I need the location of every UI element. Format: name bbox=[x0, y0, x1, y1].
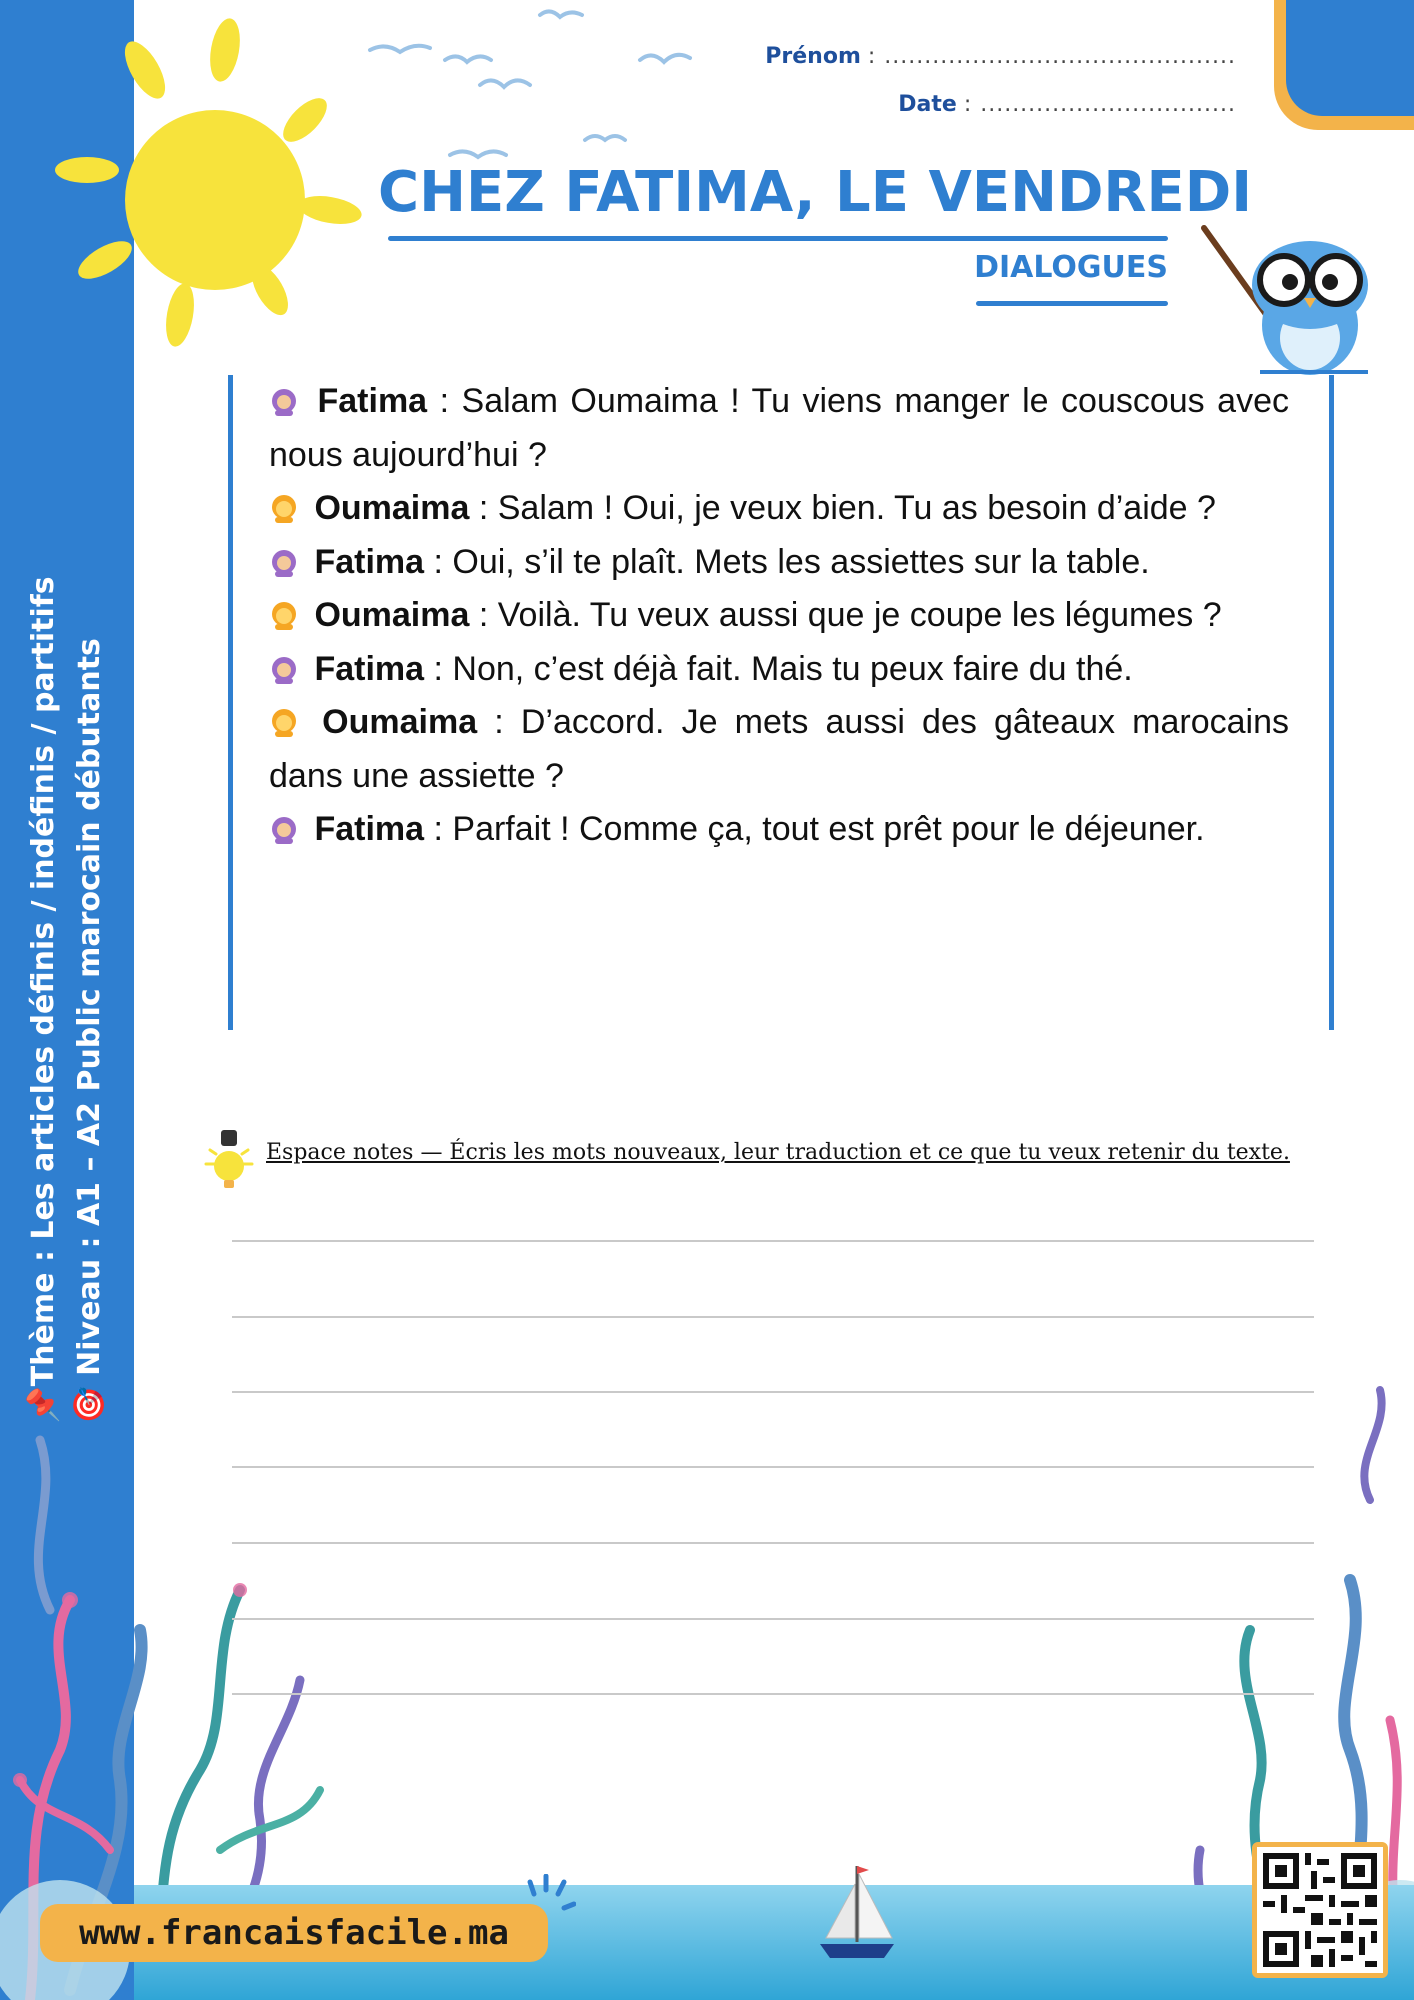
prenom-dots: : ............................................ bbox=[867, 44, 1236, 69]
owl-teacher-illustration bbox=[1200, 220, 1386, 380]
dialogue-text bbox=[269, 375, 1289, 857]
woman-headscarf-icon bbox=[269, 547, 299, 577]
dialogue-line bbox=[269, 375, 1289, 482]
speaker-name: Oumaima bbox=[314, 596, 470, 634]
dialogue-line-text: : D’accord. Je mets aussi des gâteaux marocains dans une assiette ? bbox=[269, 703, 1289, 795]
woman-headscarf-icon bbox=[269, 814, 299, 844]
note-line[interactable] bbox=[232, 1466, 1314, 1468]
corner-tab-inner bbox=[1286, 0, 1414, 116]
dialogue-line-text: : Salam ! Oui, je veux bien. Tu as besoin d’aide ? bbox=[469, 489, 1216, 527]
girl-icon bbox=[269, 493, 299, 523]
girl-icon bbox=[269, 707, 299, 737]
dialogue-line-text: : Voilà. Tu veux aussi que je coupe les légumes ? bbox=[469, 596, 1222, 634]
prenom-field[interactable] bbox=[765, 44, 1236, 69]
dialogue-line bbox=[269, 696, 1289, 803]
page-title: CHEZ FATIMA, LE VENDREDI bbox=[378, 160, 1253, 225]
dialogue-line bbox=[269, 482, 1289, 536]
dialogue-line bbox=[269, 643, 1289, 697]
note-line[interactable] bbox=[232, 1391, 1314, 1393]
sidebar-theme-level bbox=[21, 576, 113, 1423]
date-dots: : ................................ bbox=[963, 92, 1236, 117]
date-label: Date bbox=[898, 92, 957, 117]
note-line[interactable] bbox=[232, 1618, 1314, 1620]
dialogue-line bbox=[269, 803, 1289, 857]
qr-code-pattern bbox=[1257, 1847, 1383, 1973]
title-underline bbox=[388, 236, 1168, 241]
dialogue-line bbox=[269, 536, 1289, 590]
theme-label: 📌Thème : Les articles définis / indéfinis / partitifs bbox=[26, 576, 61, 1424]
notes-instruction: Espace notes — Écris les mots nouveaux, leur traduction et ce que tu veux retenir du texte. bbox=[266, 1140, 1290, 1165]
girl-icon bbox=[269, 600, 299, 630]
note-line[interactable] bbox=[232, 1693, 1314, 1695]
level-label: 🎯 Niveau : A1 – A2 Public marocain débutants bbox=[72, 638, 107, 1424]
speaker-name: Fatima bbox=[314, 810, 425, 848]
speaker-name: Oumaima bbox=[314, 489, 470, 527]
speaker-name: Fatima bbox=[314, 542, 425, 581]
prenom-label: Prénom bbox=[765, 44, 861, 69]
lightbulb-icon bbox=[200, 1128, 258, 1194]
dialogue-line-text: : Salam Oumaima ! Tu viens manger le couscous avec nous aujourd’hui ? bbox=[269, 382, 1289, 474]
speaker-name: Oumaima bbox=[322, 703, 478, 741]
sailboat-icon bbox=[812, 1862, 902, 1964]
note-line[interactable] bbox=[232, 1316, 1314, 1318]
dialogue-line bbox=[269, 589, 1289, 643]
date-field[interactable] bbox=[898, 92, 1236, 117]
dialogue-line-text: : Parfait ! Comme ça, tout est prêt pour le déjeuner. bbox=[424, 810, 1205, 848]
website-url[interactable]: www.francaisfacile.ma bbox=[40, 1904, 548, 1962]
corner-tab bbox=[1274, 0, 1414, 130]
dialogue-line-text: : Oui, s’il te plaît. Mets les assiettes sur la table. bbox=[424, 542, 1150, 581]
woman-headscarf-icon bbox=[269, 654, 299, 684]
sun-illustration bbox=[55, 10, 375, 350]
qr-code[interactable] bbox=[1252, 1842, 1388, 1978]
dialogue-box bbox=[228, 375, 1334, 1030]
note-line[interactable] bbox=[232, 1542, 1314, 1544]
dialogue-line-text: : Non, c’est déjà fait. Mais tu peux faire du thé. bbox=[424, 649, 1133, 688]
woman-headscarf-icon bbox=[269, 386, 299, 416]
speaker-name: Fatima bbox=[317, 382, 428, 420]
subtitle-underline bbox=[976, 301, 1168, 306]
birds-illustration bbox=[360, 0, 700, 170]
speaker-name: Fatima bbox=[314, 649, 425, 688]
page-subtitle: DIALOGUES bbox=[974, 250, 1168, 285]
note-line[interactable] bbox=[232, 1240, 1314, 1242]
